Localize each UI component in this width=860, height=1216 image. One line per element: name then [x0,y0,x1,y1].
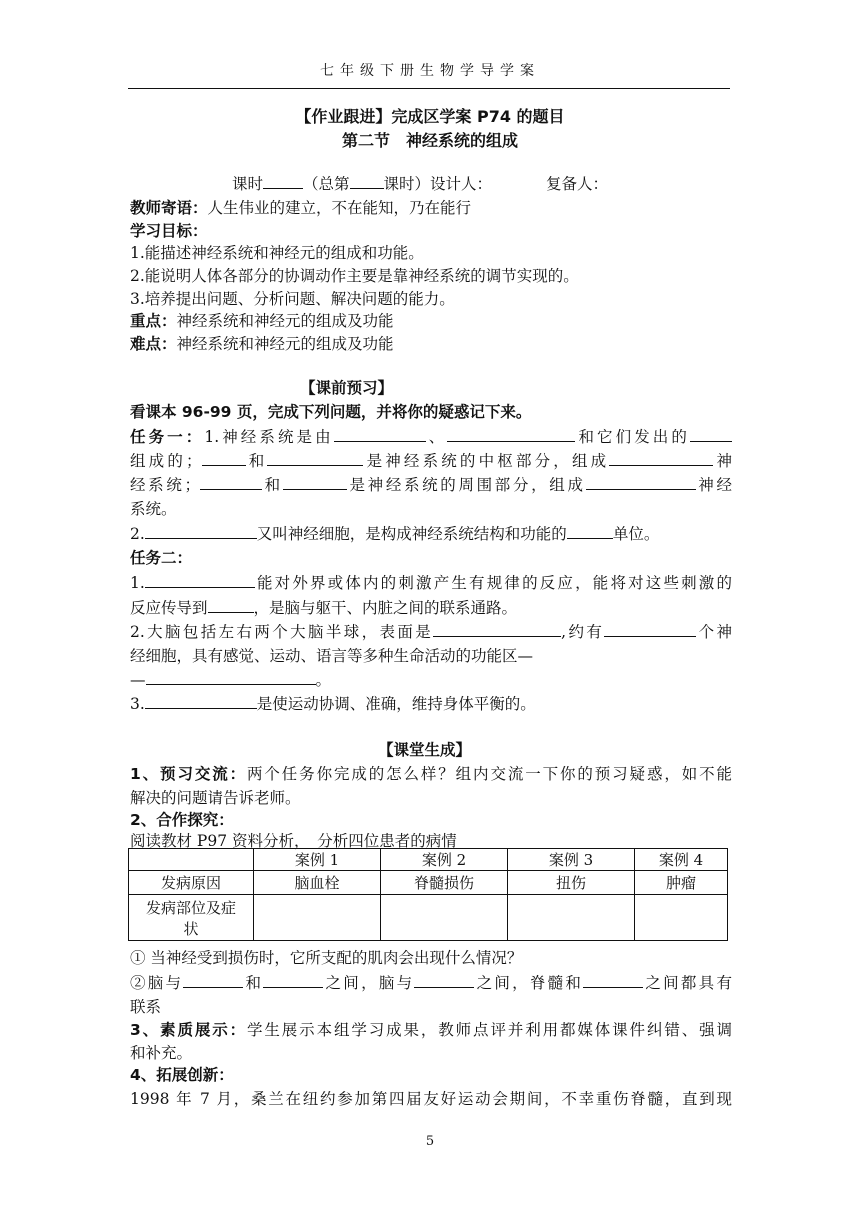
blank[interactable] [145,573,255,588]
s1-label: 1、预习交流： [130,765,248,783]
q2-text: 之间都具有 [643,974,732,992]
task2-text: 1. [130,574,145,592]
table-input-cell[interactable] [381,895,508,941]
teacher-message-text: 人生伟业的建立，不在能知，乃在能行 [207,199,472,217]
blank[interactable] [183,973,243,988]
q2-text: 之间，脊髓和 [474,974,584,992]
header-rule [128,88,730,89]
case-table [128,848,728,941]
task2-text: 能对外界或体内的刺激产生有规律的反应，能将对这些刺激的 [254,574,732,592]
zongdi-blank[interactable] [350,174,384,189]
task1-line4: 系统。 [130,500,177,518]
table-cell: 肿瘤 [635,871,728,895]
task2-text: 2.大脑包括左右两个大脑半球，表面是 [130,623,434,641]
s3-line2: 和补充。 [130,1044,193,1062]
table-header-cell: 案例 3 [508,849,635,871]
table-row [129,849,728,871]
task1-line5 [130,522,732,544]
task1-text: 和 [262,476,283,494]
homework-line: 【作业跟进】完成区学案 P74 的题目 [295,107,565,126]
blank[interactable] [208,598,254,613]
keshi-blank[interactable] [263,174,303,189]
table-row-label: 发病原因 [129,871,254,895]
blank[interactable] [609,451,713,466]
difficult-point-label: 难点： [130,335,177,353]
s3-label: 3、素质展示： [130,1021,248,1039]
task1-text: 单位。 [612,525,660,543]
difficult-point-text: 神经系统和神经元的组成及功能 [176,335,394,353]
task1-line1 [130,425,732,447]
table-cell: 脑血栓 [254,871,381,895]
task2-line3 [130,620,732,642]
s2-label: 2、合作探究： [130,811,234,829]
preview-heading: 【课前预习】 [300,379,394,397]
preview-instruction: 看课本 96-99 页，完成下列问题，并将你的疑惑记下来。 [130,403,532,421]
q2-text: ②脑与 [130,974,184,992]
task1-label: 任务一： [130,428,205,446]
q2-text: 和 [243,974,264,992]
blank[interactable] [586,475,696,490]
zongdi-label: （总第 [303,175,350,193]
table-input-cell[interactable] [635,895,728,941]
task1-text: 和 [245,452,268,470]
designer-label: 课时）设计人： [383,175,493,193]
teacher-message [130,196,732,218]
keshi-label: 课时 [232,175,264,193]
task1-text: 是神经系统的周围部分，组成 [346,476,586,494]
task1-text: 又叫神经细胞，是构成神经系统结构和功能的 [256,525,567,543]
task1-text: 组成的； [130,452,202,470]
section-title: 第二节 神经系统的组成 [341,131,518,150]
task2-line2 [130,596,732,618]
task2-text: 3. [130,695,145,713]
table-input-cell[interactable] [254,895,381,941]
table-row [129,895,728,941]
table-header-cell: 案例 2 [381,849,508,871]
task2-label: 任务二： [130,549,193,567]
task2-line4: 经细胞，具有感觉、运动、语言等多种生命活动的功能区— [130,647,534,665]
task2-text: — [130,671,146,689]
blank[interactable] [200,475,262,490]
s1-line1 [130,762,732,784]
key-point-text: 神经系统和神经元的组成及功能 [176,312,394,330]
task1-text: 是神经系统的中枢部分，组成 [363,452,610,470]
table-input-cell[interactable] [508,895,635,941]
task2-line5 [130,668,732,690]
task1-line2 [130,449,732,471]
row-label-line: 发病部位及症 [145,898,236,917]
table-header-cell: 案例 4 [635,849,728,871]
blank[interactable] [604,622,696,637]
question-2-line2: 联系 [130,998,162,1016]
s1-line2: 解决的问题请告诉老师。 [130,789,301,807]
running-header: 七年级下册生物学导学案 [320,63,540,79]
class-heading: 【课堂生成】 [378,741,472,759]
task2-line1 [130,571,732,593]
table-cell [129,849,254,871]
table-row-label [129,895,254,941]
difficult-point [130,332,732,354]
s3-text: 学生展示本组学习成果，教师点评并利用都媒体课件纠错、强调 [247,1021,732,1039]
task1-text: 1.神经系统是由 [204,428,334,446]
task2-text: ，是脑与躯干、内脏之间的联系通路。 [253,599,518,617]
table-header-cell: 案例 1 [254,849,381,871]
task2-text: 反应传导到 [130,599,208,617]
s2-text: 阅读教材 P97 资料分析， 分析四位患者的病情 [130,832,457,850]
reviewer-label: 复备人： [546,175,609,193]
s4-label: 4、拓展创新： [130,1066,234,1084]
teacher-message-label: 教师寄语： [130,199,208,217]
s3-line1 [130,1018,732,1040]
objectives-label: 学习目标： [130,222,208,240]
blank[interactable] [145,524,257,539]
blank[interactable] [146,670,316,685]
row-label-line: 状 [183,919,199,938]
objective-1: 1.能描述神经系统和神经元的组成和功能。 [130,244,424,262]
blank[interactable] [263,973,323,988]
blank[interactable] [334,427,426,442]
s4-text: 1998 年 7 月，桑兰在纽约参加第四届友好运动会期间，不幸重伤脊髓，直到现 [130,1090,732,1108]
task2-text: 是使运动协调、准确，维持身体平衡的。 [256,695,536,713]
task2-text: ,约有 [561,623,605,641]
objective-3: 3.培养提出问题、分析问题、解决问题的能力。 [130,290,455,308]
task1-text: 和它们发出的 [575,428,690,446]
task1-text: 神经 [695,476,732,494]
table-cell: 扭伤 [508,871,635,895]
blank[interactable] [414,973,474,988]
table-cell: 脊髓损伤 [381,871,508,895]
table-row [129,871,728,895]
blank[interactable] [267,451,363,466]
blank[interactable] [202,451,246,466]
blank[interactable] [447,427,575,442]
lesson-info [232,172,834,194]
task2-text: 。 [315,671,332,689]
blank[interactable] [583,973,643,988]
task1-text: 、 [425,428,448,446]
blank[interactable] [567,524,613,539]
task1-line3 [130,473,732,495]
page-number: 5 [425,1134,435,1149]
s1-text: 两个任务你完成的怎么样？组内交流一下你的预习疑惑，如不能 [247,765,732,783]
question-2-line1 [130,971,732,993]
task1-text: 2. [130,525,145,543]
task1-text: 神 [713,452,732,470]
task2-text: 个神 [696,623,732,641]
blank[interactable] [283,475,347,490]
key-point [130,309,732,331]
blank[interactable] [690,427,732,442]
blank[interactable] [433,622,561,637]
blank[interactable] [145,694,257,709]
key-point-label: 重点： [130,312,177,330]
objective-2: 2.能说明人体各部分的协调动作主要是靠神经系统的调节实现的。 [130,267,579,285]
question-1: ① 当神经受到损伤时，它所支配的肌肉会出现什么情况？ [130,949,523,967]
task2-line6 [130,692,732,714]
q2-text: 之间，脑与 [323,974,415,992]
task1-text: 经系统； [130,476,200,494]
